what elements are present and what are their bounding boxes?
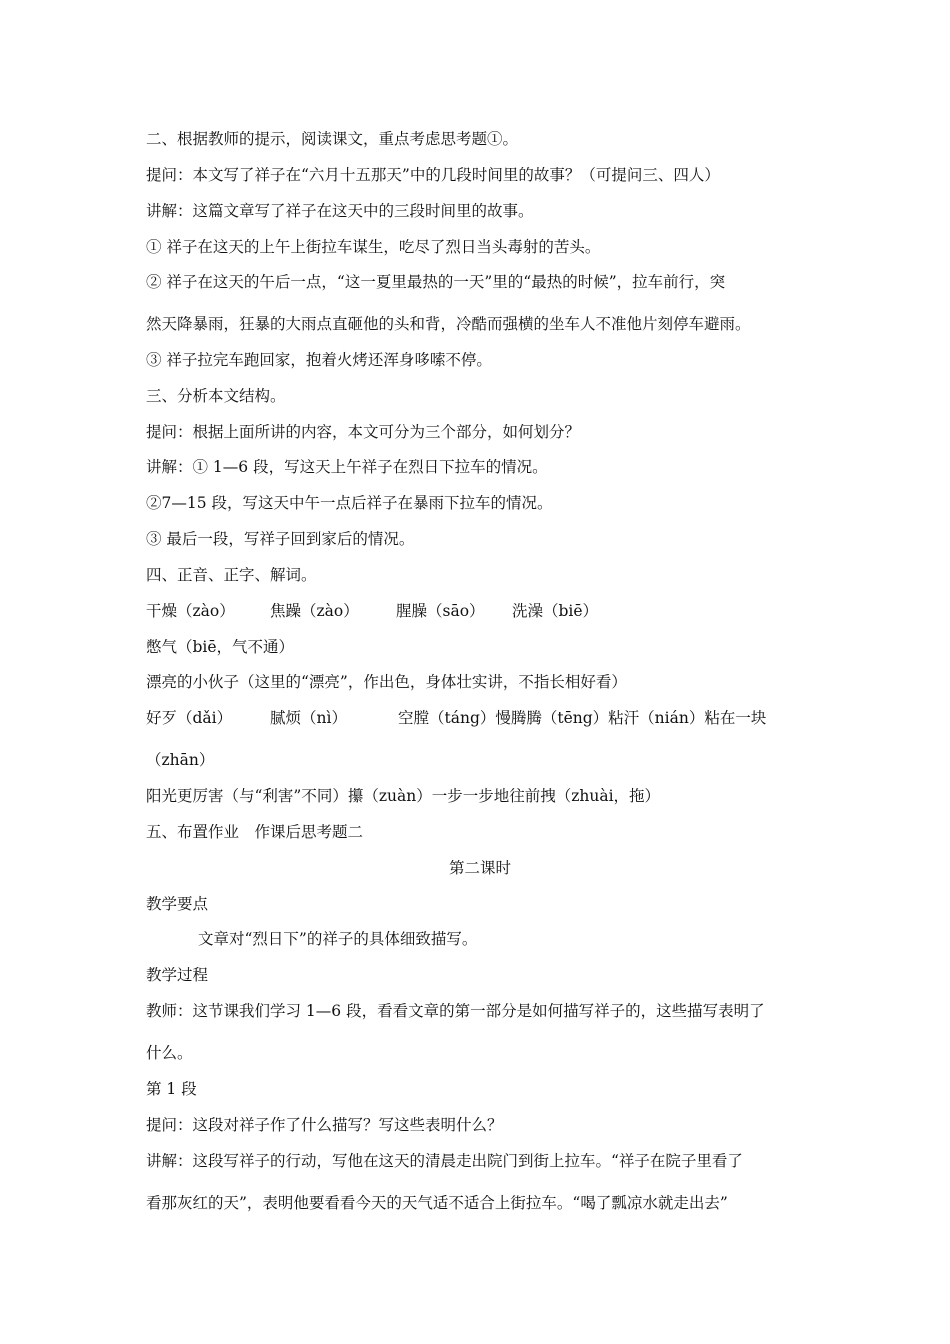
section-heading-4: 四、正音、正字、解词。: [146, 566, 317, 584]
vocab-item: 焦躁（zào）: [270, 602, 359, 620]
vocab-line-continuation: （zhān）: [146, 751, 215, 769]
subheading-teaching-points: 教学要点: [146, 895, 209, 913]
list-item: ②7—15 段，写这天中午一点后祥子在暴雨下拉车的情况。: [146, 494, 553, 512]
explanation-paragraph-continuation: 看那灰红的天”，表明他要看看今天的天气适不适合上街拉车。“喝了瓢凉水就走出去”: [146, 1194, 728, 1212]
lesson-title: 第二课时: [448, 859, 511, 877]
teaching-points-text: 文章对“烈日下”的祥子的具体细致描写。: [198, 930, 478, 948]
question-paragraph: 提问：本文写了祥子在“六月十五那天”中的几段时间里的故事？（可提问三、四人）: [146, 166, 720, 184]
vocab-item: 腥臊（sāo）: [396, 602, 485, 620]
section-heading-2: 二、根据教师的提示，阅读课文，重点考虑思考题①。: [146, 130, 519, 148]
list-item: ③ 最后一段，写祥子回到家后的情况。: [146, 530, 415, 548]
vocab-item: 腻烦（nì）: [270, 709, 347, 727]
vocab-item: 好歹（dǎi）: [146, 709, 233, 727]
vocab-item: 空膛（táng）慢腾腾（tēng）粘汗（nián）粘在一块: [398, 709, 767, 727]
question-paragraph: 提问：这段对祥子作了什么描写？写这些表明什么？: [146, 1116, 503, 1134]
vocab-item: 干燥（zào）: [146, 602, 235, 620]
question-paragraph: 提问：根据上面所讲的内容，本文可分为三个部分，如何划分？: [146, 423, 581, 441]
vocab-row: [146, 707, 814, 729]
list-item: ② 祥子在这天的午后一点，“这一夏里最热的一天”里的“最热的时候”，拉车前行，突: [146, 273, 726, 291]
teacher-paragraph-continuation: 什么。: [146, 1044, 193, 1062]
vocab-item: 洗澡（biē）: [512, 602, 599, 620]
subheading-teaching-process: 教学过程: [146, 966, 209, 984]
explanation-paragraph: 讲解：① 1—6 段，写这天上午祥子在烈日下拉车的情况。: [146, 458, 548, 476]
explanation-paragraph: 讲解：这段写祥子的行动，写他在这天的清晨走出院门到街上拉车。“祥子在院子里看了: [146, 1152, 743, 1170]
section-heading-5: 五、布置作业 作课后思考题二: [146, 823, 364, 841]
list-item-continuation: 然天降暴雨，狂暴的大雨点直砸他的头和背，冷酷而强横的坐车人不准他片刻停车避雨。: [146, 315, 751, 333]
vocab-row: [146, 600, 814, 622]
vocab-line: 阳光更厉害（与“利害”不同）攥（zuàn）一步一步地往前拽（zhuài，拖）: [146, 787, 661, 805]
list-item: ① 祥子在这天的上午上街拉车谋生，吃尽了烈日当头毒射的苦头。: [146, 238, 601, 256]
vocab-line: 漂亮的小伙子（这里的“漂亮”，作出色，身体壮实讲，不指长相好看）: [146, 673, 627, 691]
list-item: ③ 祥子拉完车跑回家，抱着火烤还浑身哆嗦不停。: [146, 351, 492, 369]
vocab-line: 憋气（biē，气不通）: [146, 638, 295, 656]
section-heading-3: 三、分析本文结构。: [146, 387, 286, 405]
paragraph-label: 第 1 段: [146, 1080, 197, 1098]
explanation-paragraph: 讲解：这篇文章写了祥子在这天中的三段时间里的故事。: [146, 202, 534, 220]
teacher-paragraph: 教师：这节课我们学习 1—6 段，看看文章的第一部分是如何描写祥子的，这些描写表明了: [146, 1002, 765, 1020]
